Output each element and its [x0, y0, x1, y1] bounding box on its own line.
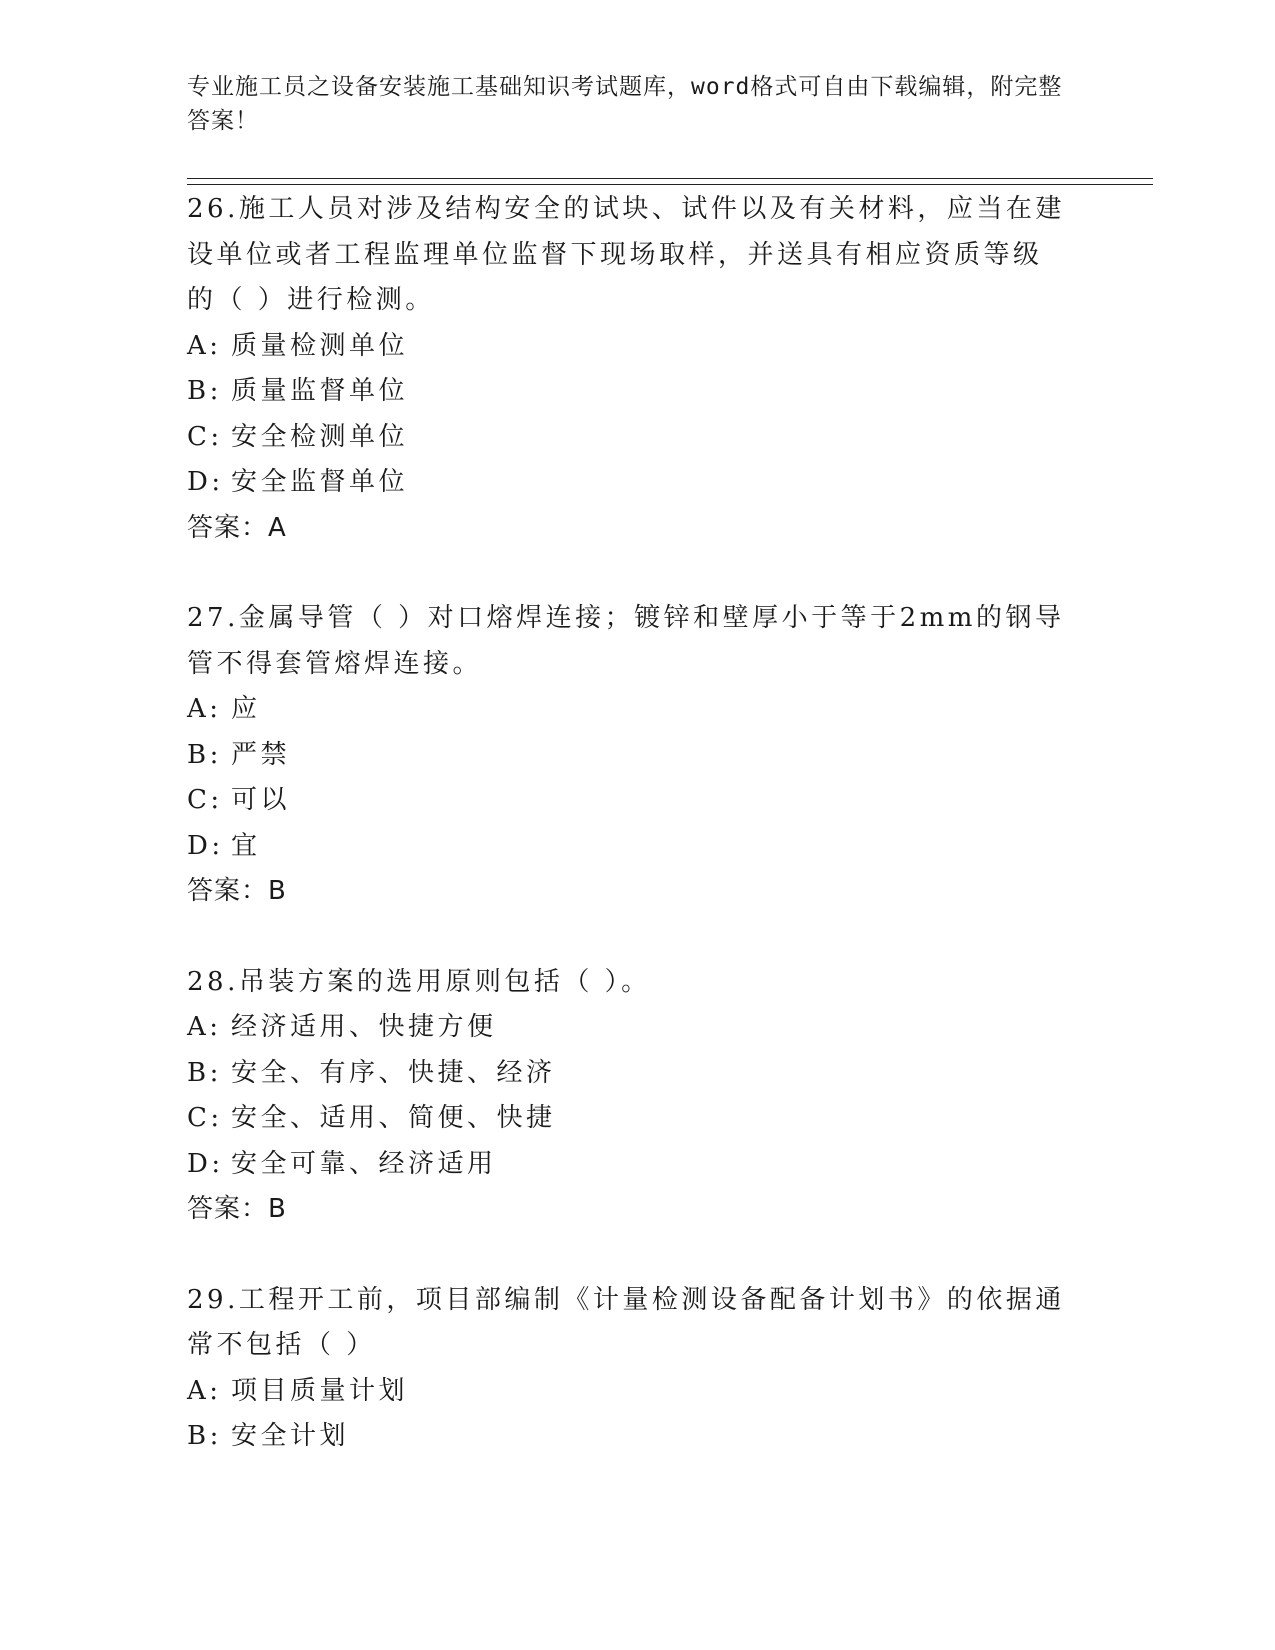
option-letter: C: — [187, 785, 223, 815]
question-28 — [187, 960, 1067, 1233]
question-stem: 29.工程开工前，项目部编制《计量检测设备配备计划书》的依据通常不包括（ ） — [187, 1284, 1065, 1360]
option-text: 安全可靠、经济适用 — [231, 1148, 497, 1179]
question-29 — [187, 1278, 1067, 1460]
option-letter: A: — [187, 330, 222, 361]
option-b — [187, 1414, 1067, 1460]
question-27 — [187, 596, 1067, 915]
option-text: 安全、有序、快捷、经济 — [231, 1057, 556, 1088]
option-text: 安全、适用、简便、快捷 — [231, 1103, 556, 1133]
question-stem: 26.施工人员对涉及结构安全的试块、试件以及有关材料，应当在建设单位或者工程监理单位监督下现场取样，并送具有相应资质等级的（ ）进行检测。 — [187, 194, 1065, 315]
option-a — [187, 324, 1067, 370]
option-text: 宜 — [231, 830, 261, 861]
option-text: 项目质量计划 — [231, 1375, 409, 1406]
option-d — [187, 1142, 1067, 1188]
question-26 — [187, 187, 1067, 551]
option-letter: D: — [187, 467, 224, 497]
question-stem: 28.吊装方案的选用原则包括（ ）。 — [187, 966, 651, 997]
option-b — [187, 369, 1067, 415]
option-c — [187, 1096, 1067, 1142]
option-text: 严禁 — [231, 739, 291, 770]
option-text: 应 — [231, 694, 261, 724]
option-text: 安全检测单位 — [231, 421, 409, 452]
option-d — [187, 824, 1067, 870]
option-d — [187, 460, 1067, 506]
option-text: 安全计划 — [231, 1421, 350, 1451]
option-b — [187, 1051, 1067, 1097]
option-text: 经济适用、快捷方便 — [231, 1012, 497, 1042]
option-c — [187, 778, 1067, 824]
answer-line: 答案：A — [187, 512, 287, 543]
option-letter: B: — [187, 376, 222, 406]
option-letter: C: — [187, 1103, 223, 1133]
option-letter: A: — [187, 694, 222, 724]
question-stem: 27.金属导管（ ）对口熔焊连接；镀锌和壁厚小于等于2mm的钢导管不得套管熔焊连接。 — [187, 603, 1065, 679]
option-b — [187, 733, 1067, 779]
option-letter: B: — [187, 1421, 222, 1451]
option-text: 可以 — [231, 785, 291, 815]
option-letter: B: — [187, 1057, 222, 1088]
option-text: 质量检测单位 — [231, 330, 409, 361]
option-letter: B: — [187, 739, 222, 770]
option-letter: A: — [187, 1012, 222, 1042]
option-letter: C: — [187, 421, 223, 452]
header-divider — [187, 178, 1153, 185]
answer-line: 答案：B — [187, 876, 287, 906]
option-c — [187, 415, 1067, 461]
question-list — [187, 187, 1067, 1460]
option-a — [187, 1369, 1067, 1415]
document-header: 专业施工员之设备安装施工基础知识考试题库，word格式可自由下载编辑，附完整答案！ — [187, 74, 1063, 134]
option-a — [187, 687, 1067, 733]
answer-line: 答案：B — [187, 1194, 287, 1224]
option-a — [187, 1005, 1067, 1051]
option-letter: D: — [187, 1148, 224, 1179]
option-letter: D: — [187, 830, 224, 861]
option-text: 安全监督单位 — [231, 467, 409, 497]
option-letter: A: — [187, 1375, 222, 1406]
option-text: 质量监督单位 — [231, 376, 409, 406]
